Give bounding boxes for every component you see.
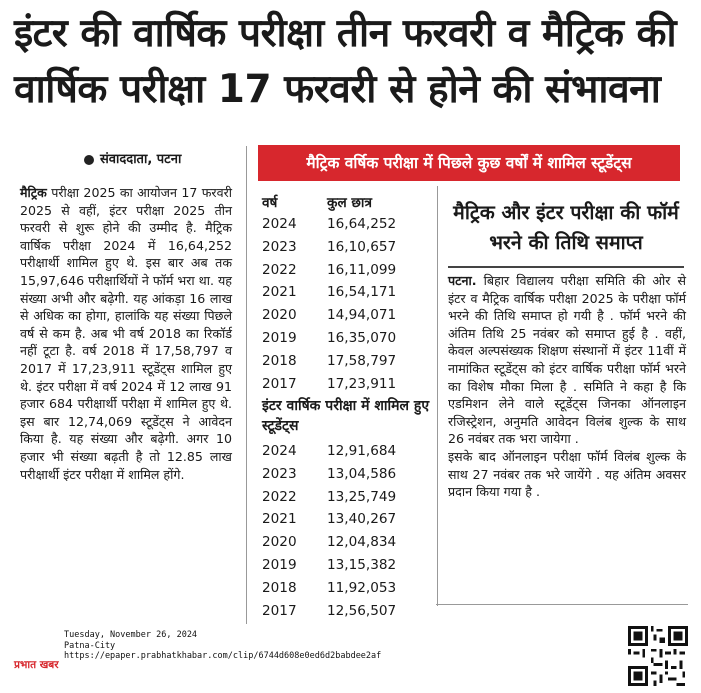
- matric-year: 2020: [262, 307, 297, 324]
- matric-row: [262, 304, 432, 327]
- article-lead: मैट्रिक: [20, 185, 47, 200]
- inter-row: [262, 531, 432, 554]
- inter-value: 13,15,382: [327, 556, 397, 573]
- inter-value: 12,91,684: [327, 443, 397, 459]
- footer-url[interactable]: https://epaper.prabhatkhabar.com/clip/6744d608e0ed6d2babdee2af: [64, 651, 382, 661]
- inter-row: [262, 440, 432, 463]
- headline: [14, 6, 694, 118]
- inter-year: 2019: [262, 556, 297, 573]
- headline-line-2: वार्षिक परीक्षा 17 फरवरी से होने की संभावना: [14, 67, 661, 112]
- headline-line-1: इंटर की वार्षिक परीक्षा तीन फरवरी व मैट्रिक की: [14, 11, 677, 56]
- inter-value: 13,25,749: [327, 488, 397, 505]
- inter-row: [262, 486, 432, 509]
- byline: [84, 149, 181, 167]
- inter-row: [262, 554, 432, 577]
- inter-row: [262, 463, 432, 486]
- matric-value: 14,94,071: [327, 307, 397, 324]
- inter-value: 12,56,507: [327, 602, 397, 619]
- matric-value: 17,58,797: [327, 352, 397, 369]
- matric-row: [262, 350, 432, 373]
- side-box-left-border: [437, 186, 438, 606]
- side-story-body: [448, 272, 686, 501]
- matric-value: 16,11,099: [327, 261, 397, 278]
- matric-row: [262, 281, 432, 304]
- inter-row: [262, 508, 432, 531]
- byline-text: संवाददाता, पटना: [100, 152, 182, 167]
- matric-value: 16,10,657: [327, 238, 397, 255]
- inter-year: 2024: [262, 443, 297, 459]
- inter-year: 2023: [262, 465, 297, 482]
- inter-value: 13,40,267: [327, 511, 397, 528]
- article-body: [20, 184, 232, 483]
- byline-bullet-icon: [84, 155, 94, 165]
- side-story-text-2: इसके बाद ऑनलाइन परीक्षा फॉर्म विलंब शुल्क के साथ 27 नवंबर तक भरे जायेंगे . यह अंतिम अवसर प्रदान किया गया है .: [448, 448, 686, 500]
- side-story-title: मैट्रिक और इंटर परीक्षा की फॉर्म भरने की तिथि समाप्त: [453, 201, 679, 254]
- side-story-text: बिहार विद्यालय परीक्षा समिति की ओर से इंटर व मैट्रिक वार्षिक परीक्षा 2025 के परीक्षा फॉर्म भरने की तिथि समाप्त हो गयी है . फॉर्म भरने की अंतिम तिथि 25 नवंबर को समाप्त हुई है . वहीं, केवल अल्पसंख्यक शिक्षण संस्थानों में इंटर 11वीं में नामांकित स्टूडेंट्स को इंटर वार्षिक परीक्षा फॉर्म भरने का विशेष मौका मिला है . समिति ने कहा है कि एडमिशन लेने वाले स्टूडेंट्स जिनका ऑनलाइन रजिस्ट्रेशन, अनुमति आवेदन विलंब शुल्क के साथ 26 नवंबर तक भरा जायेगा .: [448, 273, 686, 447]
- inter-year: 2017: [262, 602, 297, 619]
- matric-table-banner: मैट्रिक वर्षिक परीक्षा में पिछले कुछ वर्षों में शामिल स्टूडेंट्स: [258, 145, 680, 181]
- matric-year: 2018: [262, 352, 297, 369]
- matric-year: 2019: [262, 329, 297, 346]
- matric-row: [262, 259, 432, 282]
- side-story-dateline: पटना.: [448, 273, 477, 288]
- side-story-title-rule: [448, 266, 684, 268]
- matric-value: 17,23,911: [327, 375, 397, 392]
- matric-row: [262, 213, 432, 236]
- inter-value: 12,04,834: [327, 534, 397, 551]
- matric-row: [262, 236, 432, 259]
- inter-year: 2020: [262, 534, 297, 551]
- footer-edition: Patna-City: [64, 640, 116, 651]
- inter-year: 2021: [262, 511, 297, 528]
- article-text: परीक्षा 2025 का आयोजन 17 फरवरी 2025 से वहीं, इंटर परीक्षा 2025 तीन फरवरी से शुरू होने की उम्मीद है. मैट्रिक वार्षिक परीक्षा 2024 में 16,64,252 परीक्षार्थी शामिल हुए थे. इस बार अब तक 15,97,646 परीक्षार्थियों ने फॉर्म भरा था. यह संख्या अभी और बढ़ेगी. यह आंकड़ा 16 लाख से अधिक का होगा, हालांकि यह संख्या पिछले वर्ष से कम है. अब भी वर्ष 2018 का रिकॉर्ड नहीं टूटा है. वर्ष 2018 में 17,58,797 व 2017 में 17,23,911 स्टूडेंट्स शामिल हुए थे. इंटर परीक्षा में वर्ष 2024 में 12 लाख 91 हजार 684 परीक्षार्थी परीक्षा में शामिल हुए थे. इस बार 12,74,069 स्टूडेंट्स ने आवेदन किया है. यह संख्या और बढ़ेगी. अगर 10 हजार भी संख्या बढ़ती है तो 12.85 लाख परीक्षार्थी इंटर परीक्षा में शामिल होंगे.: [20, 185, 232, 482]
- matric-value: 16,35,070: [327, 329, 397, 346]
- inter-table-heading: इंटर वार्षिक परीक्षा में शामिल हुए स्टूडेंट्स: [262, 398, 430, 434]
- clip-footer: [64, 630, 381, 662]
- inter-value: 11,92,053: [327, 579, 397, 596]
- matric-value: 16,54,171: [327, 284, 397, 301]
- inter-year: 2022: [262, 488, 297, 505]
- inter-row: [262, 600, 432, 623]
- matric-year: 2021: [262, 284, 297, 301]
- brand-logo: [14, 658, 59, 672]
- matric-row: [262, 373, 432, 396]
- matric-row: [262, 327, 432, 350]
- matric-table-header: [262, 193, 432, 213]
- column-divider: [246, 146, 247, 624]
- brand-text: प्रभात खबर: [14, 659, 59, 671]
- matric-table: [262, 193, 432, 395]
- matric-year: 2023: [262, 238, 297, 255]
- footer-date: Tuesday, November 26, 2024: [64, 630, 198, 640]
- inter-table: [262, 440, 432, 622]
- matric-year: 2022: [262, 261, 297, 278]
- inter-year: 2018: [262, 579, 297, 596]
- col-total-header: कुल छात्र: [327, 195, 372, 211]
- qr-code: [628, 626, 688, 686]
- matric-year: 2017: [262, 375, 297, 392]
- inter-value: 13,04,586: [327, 465, 397, 482]
- inter-row: [262, 577, 432, 600]
- side-box-bottom-rule: [436, 604, 688, 605]
- matric-value: 16,64,252: [327, 216, 397, 232]
- col-year-header: वर्ष: [262, 195, 278, 211]
- matric-year: 2024: [262, 216, 297, 232]
